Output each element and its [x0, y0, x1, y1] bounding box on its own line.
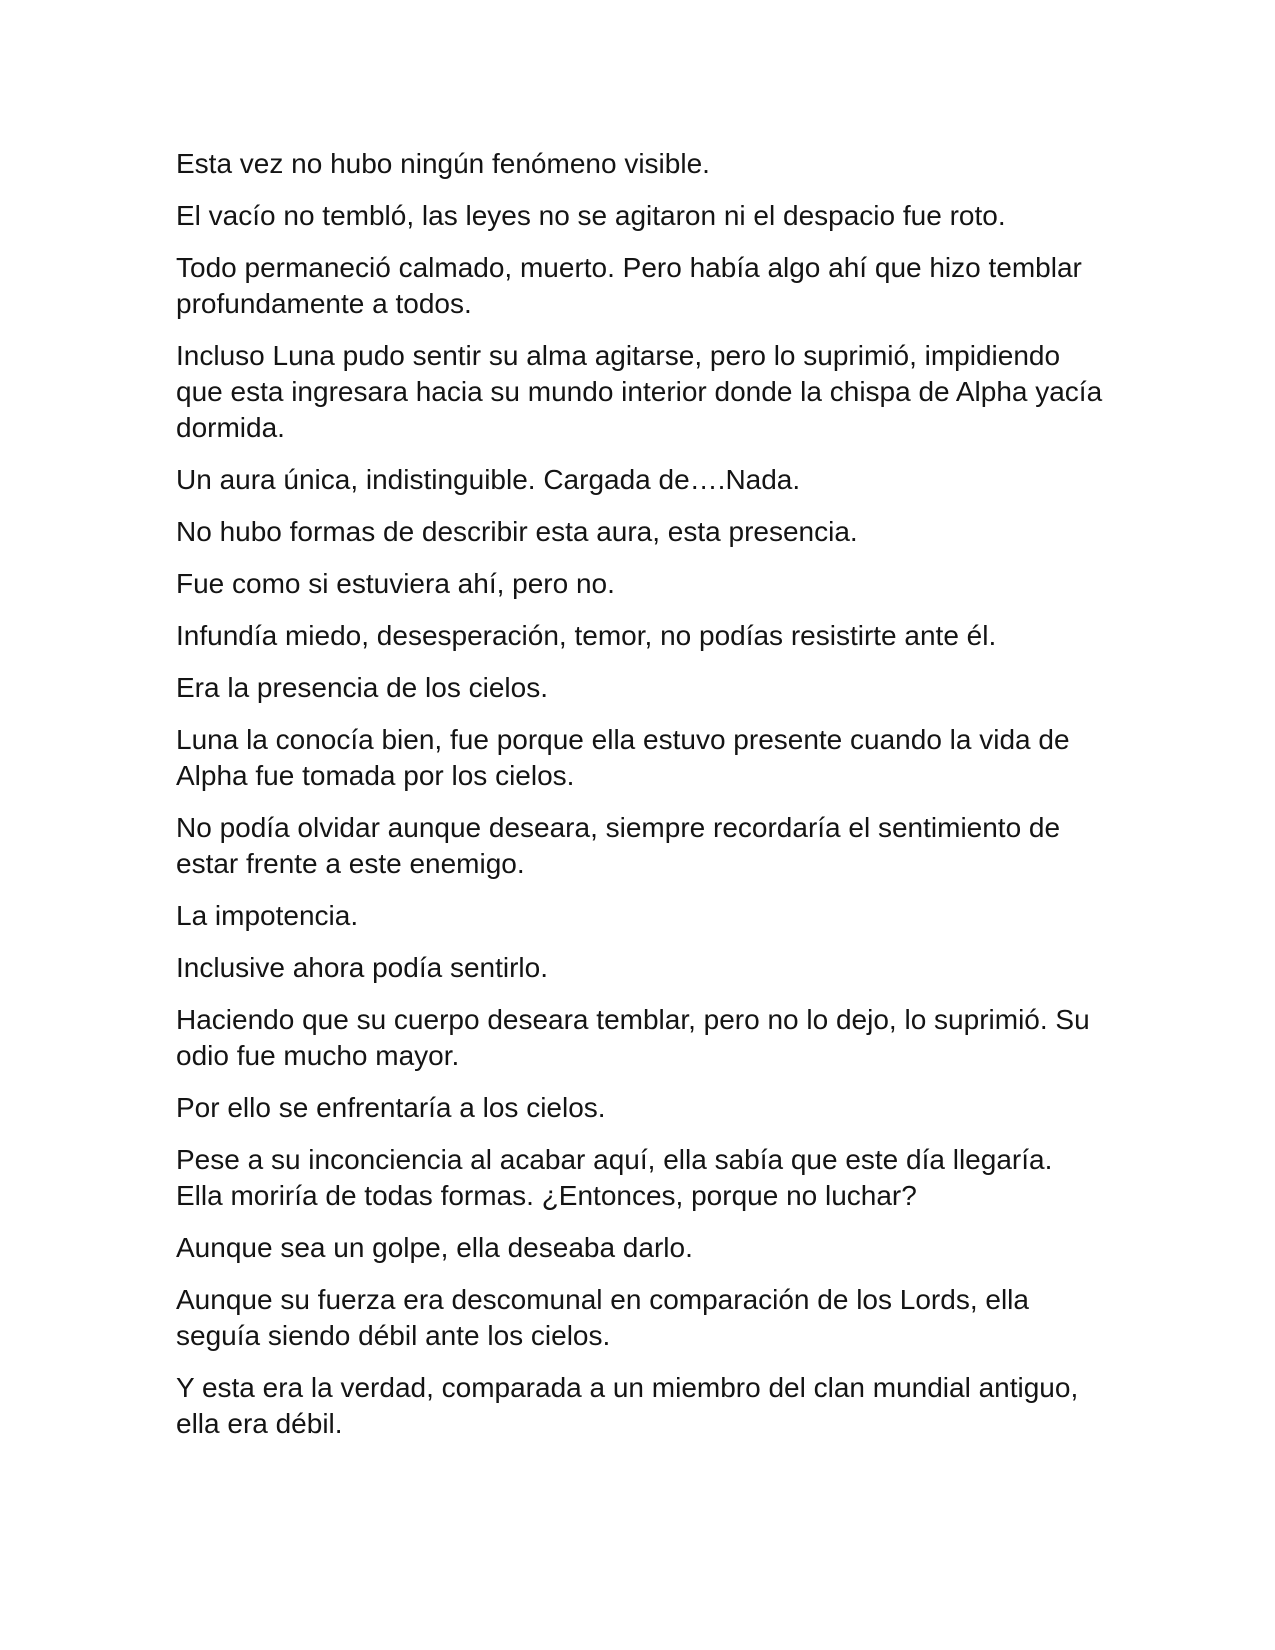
- paragraph-3: Todo permaneció calmado, muerto. Pero había algo ahí que hizo temblar profundamente a todos.: [176, 252, 1082, 319]
- paragraph-4: Incluso Luna pudo sentir su alma agitarse, pero lo suprimió, impidiendo que esta ingresara hacia su mundo interior donde la chispa de Alpha yacía dormida.: [176, 340, 1103, 443]
- paragraph-10: Luna la conocía bien, fue porque ella estuvo presente cuando la vida de Alpha fue tomada por los cielos.: [176, 724, 1070, 791]
- paragraph-15: Por ello se enfrentaría a los cielos.: [176, 1092, 606, 1123]
- paragraph-7: Fue como si estuviera ahí, pero no.: [176, 568, 615, 599]
- paragraph-2: El vacío no tembló, las leyes no se agitaron ni el despacio fue roto.: [176, 200, 1006, 231]
- paragraph-9: Era la presencia de los cielos.: [176, 672, 548, 703]
- paragraph-16: Pese a su inconciencia al acabar aquí, ella sabía que este día llegaría. Ella moriría de todas formas. ¿Entonces, porque no luchar?: [176, 1144, 1053, 1211]
- paragraph-19: Y esta era la verdad, comparada a un miembro del clan mundial antiguo, ella era débil.: [176, 1372, 1079, 1439]
- paragraph-8: Infundía miedo, desesperación, temor, no podías resistirte ante él.: [176, 620, 997, 651]
- document-body: [176, 146, 1106, 1458]
- paragraph-18: Aunque su fuerza era descomunal en comparación de los Lords, ella seguía siendo débil ante los cielos.: [176, 1284, 1029, 1351]
- paragraph-6: No hubo formas de describir esta aura, esta presencia.: [176, 516, 858, 547]
- paragraph-11: No podía olvidar aunque deseara, siempre recordaría el sentimiento de estar frente a este enemigo.: [176, 812, 1061, 879]
- paragraph-14: Haciendo que su cuerpo deseara temblar, pero no lo dejo, lo suprimió. Su odio fue mucho mayor.: [176, 1004, 1090, 1071]
- paragraph-13: Inclusive ahora podía sentirlo.: [176, 952, 548, 983]
- paragraph-5: Un aura única, indistinguible. Cargada de….Nada.: [176, 464, 801, 495]
- paragraph-17: Aunque sea un golpe, ella deseaba darlo.: [176, 1232, 693, 1263]
- paragraph-1: Esta vez no hubo ningún fenómeno visible.: [176, 148, 710, 179]
- paragraph-12: La impotencia.: [176, 900, 359, 931]
